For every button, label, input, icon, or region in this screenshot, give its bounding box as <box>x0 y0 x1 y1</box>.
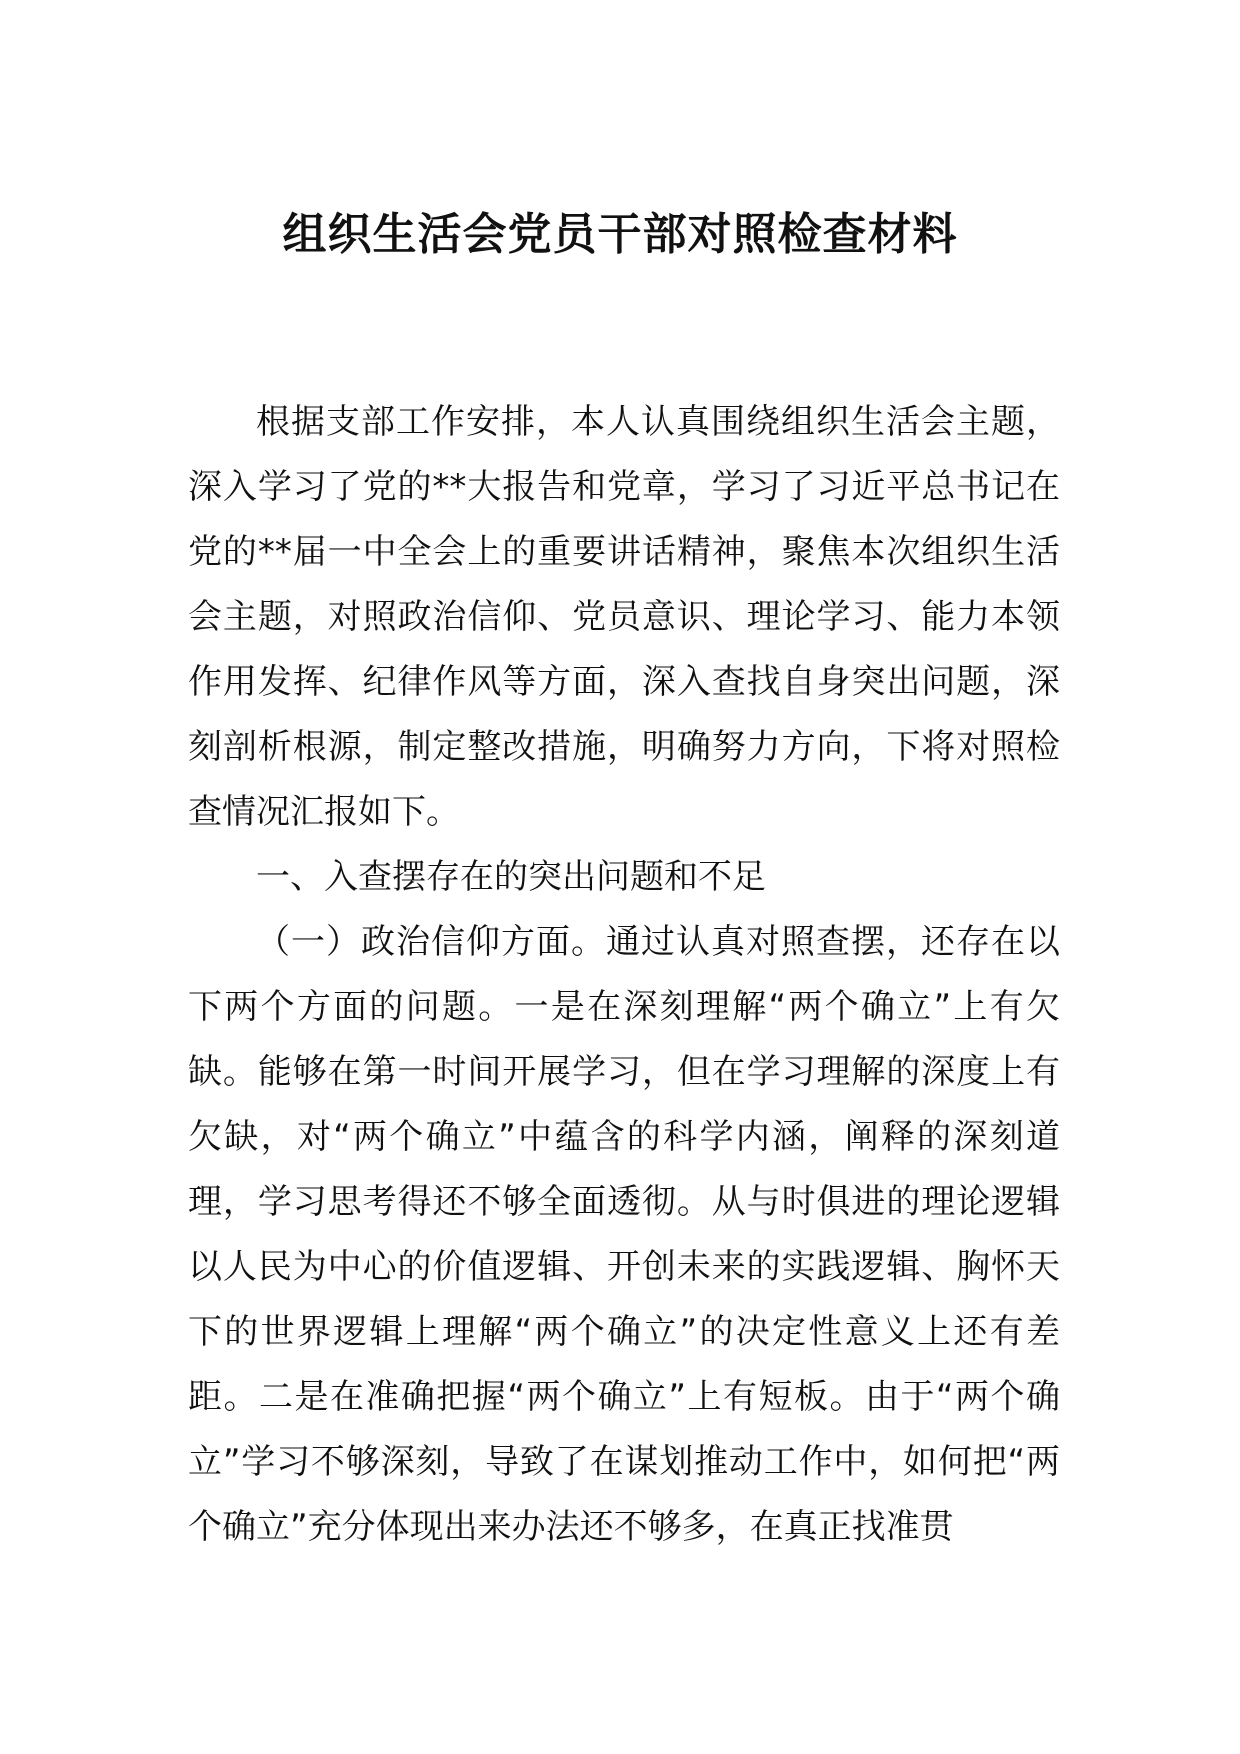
document-title: 组织生活会党员干部对照检查材料 <box>282 209 958 260</box>
section-heading-1: 一、入查摆存在的突出问题和不足 <box>256 857 766 897</box>
document-body <box>188 390 1060 1560</box>
paragraph-intro: 根据支部工作安排，本人认真围绕组织生活会主题，深入学习了党的**大报告和党章，学习了习近平总书记在党的**届一中全会上的重要讲话精神，聚焦本次组织生活会主题，对照政治信仰、党员意识、理论学习、能力本领作用发挥、纪律作风等方面，深入查找自身突出问题，深刻剖析根源，制定整改措施，明确努力方向，下将对照检查情况汇报如下。 <box>188 402 1060 832</box>
paragraph-political-belief: （一）政治信仰方面。通过认真对照查摆，还存在以下两个方面的问题。一是在深刻理解“两个确立”上有欠缺。能够在第一时间开展学习，但在学习理解的深度上有欠缺，对“两个确立”中蕴含的科学内涵，阐释的深刻道理，学习思考得还不够全面透彻。从与时俱进的理论逻辑以人民为中心的价值逻辑、开创未来的实践逻辑、胸怀天下的世界逻辑上理解“两个确立”的决定性意义上还有差距。二是在准确把握“两个确立”上有短板。由于“两个确立”学习不够深刻，导致了在谋划推动工作中，如何把“两个确立”充分体现出来办法还不够多，在真正找准贯 <box>188 922 1060 1547</box>
